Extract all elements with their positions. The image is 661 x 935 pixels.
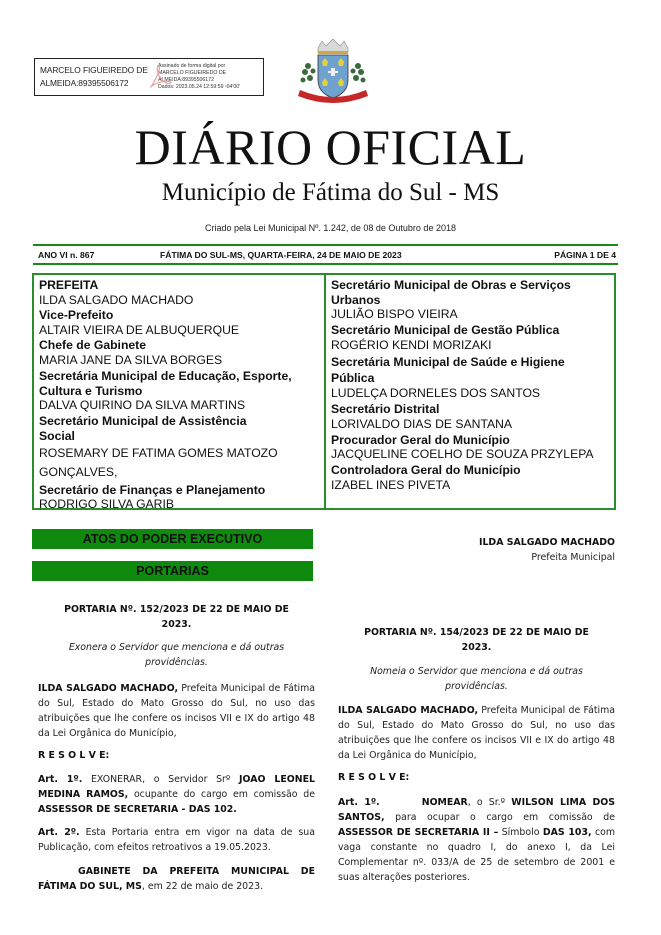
staff-name: IZABEL INES PIVETA	[331, 478, 451, 493]
signer-line-2: ALMEIDA:89395506172	[40, 78, 129, 88]
portaria-152-preamble	[38, 681, 315, 741]
municipal-staff-box	[32, 273, 616, 510]
signoff-title: Prefeita Municipal	[531, 552, 615, 563]
staff-name: DALVA QUIRINO DA SILVA MARTINS	[39, 398, 246, 413]
section-bar-executive: ATOS DO PODER EXECUTIVO	[32, 529, 313, 549]
staff-name: ROSEMARY DE FATIMA GOMES MATOZO GONÇALVES,	[39, 445, 278, 479]
portaria-154-resolve: R E S O L V E:	[338, 772, 410, 783]
preamble-text: Prefeita Municipal de Fátima do Sul, Estado do Mato Grosso do Sul, no uso das atribuições que lhe confere os incisos VII e IX do artigo 48 da Lei Orgânica do Município,	[338, 705, 615, 761]
portaria-152-resolve: R E S O L V E:	[38, 750, 110, 761]
servant-name: JOAO LEONEL MEDINA RAMOS,	[38, 774, 315, 800]
staff-role: Procurador Geral do Município	[331, 432, 510, 447]
staff-column-divider	[324, 275, 326, 508]
title-line: PORTARIA Nº. 152/2023 DE 22 DE MAIO DE	[64, 604, 289, 615]
title-line: 2023.	[161, 619, 192, 630]
staff-role: Secretário Municipal de Obras e Serviços Urbanos	[331, 278, 571, 307]
summary-line: providências.	[445, 681, 508, 692]
article-label: Art. 1º.	[38, 774, 83, 785]
article-label: Art. 1º.	[338, 797, 380, 808]
pdf-signature-mark-icon	[147, 63, 173, 91]
digital-signature-box	[34, 58, 264, 96]
staff-name: RODRIGO SILVA GARIB	[39, 497, 174, 512]
article-text: ocupante do cargo em comissão de	[128, 789, 315, 800]
issue-bar	[38, 250, 616, 260]
staff-role: Chefe de Gabinete	[39, 338, 147, 353]
staff-name: LORIVALDO DIAS DE SANTANA	[331, 416, 513, 431]
portaria-154-summary	[338, 664, 615, 694]
signature-detail: ALMEIDA:89395506172	[158, 77, 214, 83]
mayor-name: ILDA SALGADO MACHADO,	[338, 705, 479, 716]
signature-detail: Assinado de forma digital por	[158, 63, 226, 69]
municipal-coat-of-arms-icon	[288, 38, 378, 108]
article-verb: NOMEAR	[421, 797, 468, 808]
signer-line-1: MARCELO FIGUEIREDO DE	[40, 65, 148, 75]
signature-detail: Dados: 2023.05.24 12:59:59 -04'00'	[158, 84, 241, 90]
portaria-152-art2	[38, 825, 315, 855]
closing-date: , em 22 de maio de 2023.	[141, 881, 264, 892]
position-symbol: DAS 103,	[542, 827, 592, 838]
portaria-154-preamble	[338, 703, 615, 763]
closing-place: GABINETE DA PREFEITA MUNICIPAL DE FÁTIMA DO SUL, MS	[38, 866, 315, 892]
portaria-154-art1	[338, 795, 615, 885]
place-date: FÁTIMA DO SUL-MS, QUARTA-FEIRA, 24 DE MAIO DE 2023	[160, 250, 402, 260]
staff-name: ROGÉRIO KENDI MORIZAKI	[331, 337, 492, 352]
signoff-block	[338, 535, 615, 565]
staff-role: Secretário de Finanças e Planejamento	[39, 482, 266, 497]
article-text: com vaga constante no quadro I, do anexo I, da Lei Complementar nº. 033/A de 25 de setembro de 2001 e suas alterações posteriores.	[338, 827, 615, 883]
staff-role: Secretária Municipal de Saúde e Higiene Pública	[331, 354, 565, 385]
newspaper-title: DIÁRIO OFICIAL	[134, 119, 527, 175]
position-title: ASSESSOR DE SECRETARIA - DAS 102.	[38, 804, 237, 815]
mayor-name: ILDA SALGADO MACHADO,	[38, 683, 179, 694]
preamble-text: Prefeita Municipal de Fátima do Sul, Estado do Mato Grosso do Sul, no uso das atribuições que lhe confere os incisos VII e IX do artigo 48 da Lei Orgânica do Município,	[38, 683, 315, 739]
article-text: Esta Portaria entra em vigor na data de sua Publicação, com efeitos retroativos a 19.05.2023.	[38, 827, 315, 853]
staff-name: LUDELÇA DORNELES DOS SANTOS	[331, 385, 541, 400]
summary-line: Nomeia o Servidor que menciona e dá outras	[370, 666, 583, 677]
staff-name: MARIA JANE DA SILVA BORGES	[39, 352, 223, 367]
signer-name	[35, 64, 152, 90]
creation-law-note: Criado pela Lei Municipal Nº. 1.242, de 08 de Outubro de 2018	[205, 223, 456, 233]
summary-line: Exonera o Servidor que menciona e dá outras	[68, 642, 285, 653]
portaria-152-summary	[38, 640, 315, 670]
staff-name: ALTAIR VIEIRA DE ALBUQUERQUE	[39, 322, 240, 337]
staff-column-right	[331, 278, 611, 494]
staff-role: Secretário Municipal de Gestão Pública	[331, 323, 560, 338]
staff-name: ILDA SALGADO MACHADO	[39, 292, 194, 307]
section-bar-portarias: PORTARIAS	[32, 561, 313, 581]
staff-role: Secretário Municipal de Assistência Social	[39, 414, 247, 443]
staff-column-left	[39, 278, 319, 513]
staff-role: Secretária Municipal de Educação, Esporte, Cultura e Turismo	[39, 369, 292, 398]
portaria-152-closing	[38, 864, 315, 894]
article-text: , o Sr.º	[467, 797, 512, 808]
staff-role: Vice-Prefeito	[39, 308, 114, 323]
article-label: Art. 2º.	[38, 827, 80, 838]
title-line: 2023.	[461, 642, 492, 653]
staff-name: JACQUELINE COELHO DE SOUZA PRZYLEPA	[331, 447, 594, 462]
page-number: PÁGINA 1 DE 4	[554, 250, 616, 260]
article-text: para ocupar o cargo em comissão de	[384, 812, 615, 823]
title-line: PORTARIA Nº. 154/2023 DE 22 DE MAIO DE	[364, 627, 589, 638]
staff-role: Controladora Geral do Município	[331, 463, 521, 478]
signature-detail: MARCELO FIGUEIREDO DE	[158, 70, 227, 76]
article-text: EXONERAR, o Servidor Srº	[82, 774, 240, 785]
staff-role: Secretário Distrital	[331, 402, 440, 417]
portaria-154-title	[338, 625, 615, 655]
position-title: ASSESSOR DE SECRETARIA II –	[338, 827, 499, 838]
signoff-name: ILDA SALGADO MACHADO	[478, 537, 615, 548]
summary-line: providências.	[145, 657, 208, 668]
staff-name: JULIÃO BISPO VIEIRA	[331, 307, 458, 322]
article-text: Símbolo	[498, 827, 543, 838]
header-rule-top	[33, 244, 618, 246]
staff-role: PREFEITA	[39, 278, 99, 292]
servant-name: WILSON LIMA DOS SANTOS,	[338, 797, 616, 823]
portaria-152-art1	[38, 772, 315, 817]
header-rule-bottom	[33, 263, 618, 265]
newspaper-subtitle: Município de Fátima do Sul - MS	[161, 179, 500, 206]
edition-number: ANO VI n. 867	[38, 250, 95, 260]
portaria-152-title	[38, 602, 315, 632]
